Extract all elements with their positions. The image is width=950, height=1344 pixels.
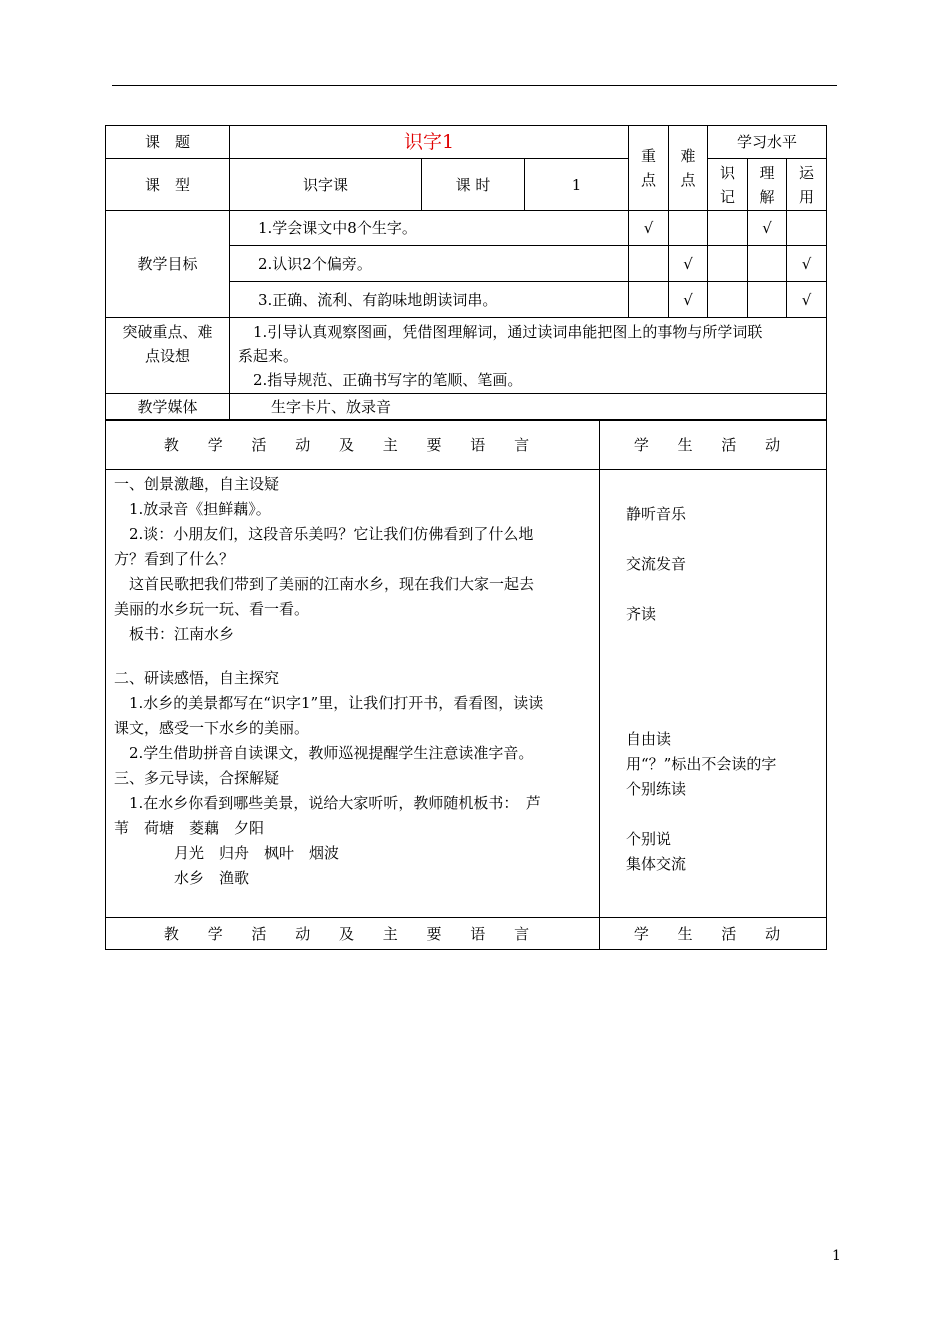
student-line: 个别练读 [626, 780, 687, 798]
objective-text: 3.正确、流利、有韵味地朗读词串。 [230, 282, 629, 318]
teacher-line: 2.谈：小朋友们，这段音乐美吗？它让我们仿佛看到了什么地 [114, 525, 534, 543]
objective-difficult-mark [669, 211, 708, 246]
breakthrough-text: 1.引导认真观察图画，凭借图理解词，通过读词串能把图上的事物与所学词联 系起来。 2.指导规范、正确书写字的笔顺、笔画。 [230, 318, 827, 394]
teacher-line: 二、研读感悟，自主探究 [114, 669, 280, 687]
objective-memorize-mark [708, 282, 748, 318]
lesson-info-table [105, 125, 827, 420]
page-number: 1 [832, 1248, 841, 1264]
teacher-line: 一、创景激趣，自主设疑 [114, 475, 280, 493]
header-rule [112, 85, 837, 86]
student-activity-header: 学 生 活 动 [600, 421, 827, 470]
teacher-line [114, 647, 595, 666]
level-understand-header: 理 解 [748, 159, 787, 211]
lesson-type-value: 识字课 [230, 159, 422, 211]
difficult-point-header: 难 点 [669, 126, 708, 211]
student-line: 齐读 [626, 605, 657, 623]
objective-understand-mark [748, 282, 787, 318]
lesson-hours-label: 课 时 [422, 159, 525, 211]
teacher-line: 水乡 渔歌 [114, 869, 250, 887]
breakthrough-label: 突破重点、难 点设想 [106, 318, 230, 394]
objective-memorize-mark [708, 211, 748, 246]
teacher-activity-content [106, 470, 600, 918]
objective-key-mark [629, 246, 669, 282]
student-line: 个别说 [626, 830, 672, 848]
teacher-line: 这首民歌把我们带到了美丽的江南水乡，现在我们大家一起去 [114, 575, 535, 593]
key-point-header: 重 点 [629, 126, 669, 211]
learning-level-header: 学习水平 [708, 126, 827, 159]
level-memorize-header: 识 记 [708, 159, 748, 211]
teacher-line: 课文，感受一下水乡的美丽。 [114, 719, 310, 737]
objective-key-mark [629, 282, 669, 318]
student-line [626, 802, 826, 827]
student-line [626, 527, 826, 552]
objective-apply-mark: √ [787, 246, 827, 282]
student-line: 自由读 [626, 730, 672, 748]
teacher-line: 方？看到了什么？ [114, 550, 235, 568]
objective-apply-mark: √ [787, 282, 827, 318]
objectives-label: 教学目标 [106, 211, 230, 318]
student-line [626, 627, 826, 652]
objective-understand-mark [748, 246, 787, 282]
student-line [626, 577, 826, 602]
objective-text: 2.认识2个偏旁。 [230, 246, 629, 282]
teacher-line: 板书：江南水乡 [114, 625, 235, 643]
student-line [626, 677, 826, 702]
teacher-line: 月光 归舟 枫叶 烟波 [114, 844, 340, 862]
student-line: 静听音乐 [626, 505, 687, 523]
teacher-line: 2.学生借助拼音自读课文，教师巡视提醒学生注意读准字音。 [114, 744, 534, 762]
student-activity-footer: 学 生 活 动 [600, 918, 827, 950]
student-activity-content [600, 470, 827, 918]
teacher-line: 1.在水乡你看到哪些美景，说给大家听听，教师随机板书： 芦 [114, 794, 541, 812]
teacher-line: 苇 荷塘 菱藕 夕阳 [114, 819, 265, 837]
lesson-title-label: 课 题 [106, 126, 230, 159]
teacher-line: 三、多元导读，合探解疑 [114, 769, 280, 787]
teacher-line: 美丽的水乡玩一玩、看一看。 [114, 600, 310, 618]
lesson-hours-value: 1 [525, 159, 629, 211]
media-value: 生字卡片、放录音 [230, 394, 827, 420]
teacher-activity-header: 教 学 活 动 及 主 要 语 言 [106, 421, 600, 470]
objective-difficult-mark: √ [669, 282, 708, 318]
lesson-type-label: 课 型 [106, 159, 230, 211]
level-apply-header: 运 用 [787, 159, 827, 211]
media-label: 教学媒体 [106, 394, 230, 420]
student-line: 集体交流 [626, 855, 687, 873]
activity-table [105, 420, 827, 950]
objective-apply-mark [787, 211, 827, 246]
objective-text: 1.学会课文中8个生字。 [230, 211, 629, 246]
student-line: 用“？”标出不会读的字 [626, 755, 777, 773]
student-line [626, 652, 826, 677]
teacher-activity-footer: 教 学 活 动 及 主 要 语 言 [106, 918, 600, 950]
objective-memorize-mark [708, 246, 748, 282]
student-line [626, 702, 826, 727]
teacher-line: 1.水乡的美景都写在“识字1”里，让我们打开书，看看图，读读 [114, 694, 544, 712]
objective-key-mark: √ [629, 211, 669, 246]
student-line: 交流发音 [626, 555, 687, 573]
lesson-title: 识字1 [230, 126, 629, 159]
objective-understand-mark: √ [748, 211, 787, 246]
objective-difficult-mark: √ [669, 246, 708, 282]
teacher-line: 1.放录音《担鲜藕》。 [114, 500, 271, 518]
